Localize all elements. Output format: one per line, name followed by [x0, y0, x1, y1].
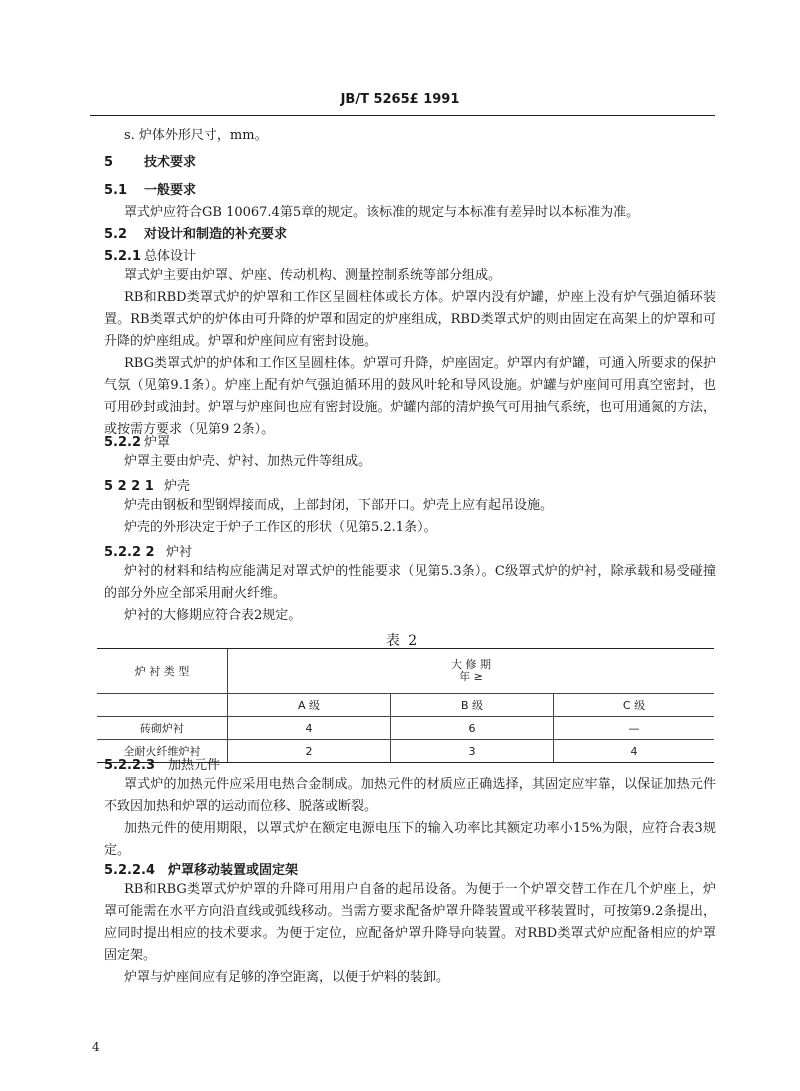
paragraph-5-2-1-b: RB和RBD类罩式炉的炉罩和工作区呈圆柱体或长方体。炉罩内没有炉罐，炉座上没有炉气强迫循环装置。RB类罩式炉的炉体由可升降的炉罩和固定的炉座组成，RBD类罩式炉的则由固定在高架上的炉罩和可升降的炉座组成。炉罩和炉座间应有密封设施。 — [104, 290, 716, 349]
section-5-1-text: 罩式炉应符合GB 10067.4第5章的规定。该标准的规定与本标准有差异时以本标准为准。 — [124, 205, 640, 220]
section-title: 对设计和制造的补充要求 — [144, 227, 288, 242]
section-title: 一般要求 — [144, 183, 197, 198]
paragraph-5-2-2-1-a: 炉壳由钢板和型钢焊接而成，上部封闭，下部开口。炉壳上应有起吊设施。 — [124, 498, 554, 513]
paragraph-5-2-2-1-b: 炉壳的外形决定于炉子工作区的形状（见第5.2.1条）。 — [124, 520, 437, 535]
table-2-title: 表 2 — [385, 633, 420, 649]
section-title: 炉罩移动装置或固定架 — [168, 863, 299, 878]
table-row — [97, 717, 714, 740]
section-title: 加热元件 — [168, 758, 221, 773]
section-5-2-2-heading — [104, 435, 170, 451]
section-5-2-2-2-heading — [104, 545, 192, 561]
table-cell: 4 — [228, 717, 391, 740]
section-5-2-2-4-heading — [104, 863, 298, 879]
table-2 — [97, 648, 714, 763]
section-title: 技术要求 — [144, 155, 197, 170]
paragraph-5-2-2-4-a: RB和RBG类罩式炉炉罩的升降可用用户自备的起吊设备。为便于一个炉罩交替工作在几个炉座上，炉罩可能需在水平方向沿直线或弧线移动。当需方要求配备炉罩升降装置或平移装置时，可按第9.2条提出，应同时提出相应的技术要求。为便于定位，应配备炉罩升降导向装置。对RBD类罩式炉应配备相应的炉罩固定架。 — [104, 882, 716, 963]
section-5-2-heading — [104, 227, 287, 243]
section-title: 炉衬 — [166, 545, 193, 560]
section-number: 5.2.2 — [104, 435, 142, 450]
table-grade-spacer — [97, 694, 228, 717]
paragraph-5-2-2-3-b: 加热元件的使用期限，以罩式炉在额定电源电压下的输入功率比其额定功率小15%为限，应符合表3规定。 — [104, 821, 716, 858]
table-cell: 6 — [390, 717, 553, 740]
paragraph-5-2-1-c: RBG类罩式炉的炉体和工作区呈圆柱体。炉罩可升降，炉座固定。炉罩内有炉罐，可通入所要求的保护气氛（见第9.1条）。炉座上配有炉气强迫循环用的鼓风叶轮和导风设施。炉罐与炉座间可用真空密封，也可用砂封或油封。炉罩与炉座间也应有密封设施。炉罐内部的清炉换气可用抽气系统，也可用通氮的方法，或按需方要求（见第9 2条）。 — [104, 356, 716, 437]
section-number: 5.2.2.3 — [104, 758, 155, 773]
paragraph-5-2-2: 炉罩主要由炉壳、炉衬、加热元件等组成。 — [124, 454, 372, 469]
paragraph-5-2-2-2-b: 炉衬的大修期应符合表2规定。 — [124, 608, 302, 623]
item-s: s. 炉体外形尺寸，mm。 — [124, 128, 268, 143]
section-number: 5 2 2 1 — [104, 479, 154, 494]
table-cell: 4 — [553, 740, 714, 763]
table-unit-header: 年 ≥ — [228, 671, 715, 694]
table-col-header: 炉 衬 类 型 — [97, 649, 228, 694]
table-row-label: 砖砌炉衬 — [97, 717, 228, 740]
table-cell: 2 — [228, 740, 391, 763]
section-number: 5.1 — [104, 183, 128, 198]
section-title: 总体设计 — [144, 249, 197, 264]
section-number: 5.2 — [104, 227, 128, 242]
section-number: 5 — [104, 155, 114, 170]
table-cell: 3 — [390, 740, 553, 763]
table-cell: — — [553, 717, 714, 740]
table-grade-b: B 级 — [390, 694, 553, 717]
section-number: 5.2.2.4 — [104, 863, 155, 878]
table-row-label: 全耐火纤维炉衬 — [97, 740, 228, 763]
header-rule — [90, 115, 715, 116]
table-grade-c: C 级 — [553, 694, 714, 717]
section-title: 炉壳 — [164, 479, 191, 494]
page-number: 4 — [92, 1040, 100, 1054]
section-5-2-1-heading — [104, 249, 196, 265]
section-5-2-2-1-heading — [104, 479, 190, 495]
section-number: 5.2.2 2 — [104, 545, 155, 560]
table-group-title: 大 修 期 — [451, 658, 491, 671]
table-group-header — [228, 649, 715, 672]
section-5-2-2-3-heading — [104, 758, 220, 774]
section-5-heading — [104, 155, 196, 171]
section-title: 炉罩 — [144, 435, 171, 450]
paragraph-5-2-2-3-a: 罩式炉的加热元件应采用电热合金制成。加热元件的材质应正确选择，其固定应牢靠，以保证加热元件不致因加热和炉罩的运动而位移、脱落或断裂。 — [104, 777, 716, 814]
paragraph-5-2-1-a: 罩式炉主要由炉罩、炉座、传动机构、测量控制系统等部分组成。 — [124, 268, 502, 283]
section-number: 5.2.1 — [104, 249, 142, 264]
paragraph-5-2-2-2-a: 炉衬的材料和结构应能满足对罩式炉的性能要求（见第5.3条）。C级罩式炉的炉衬，除承载和易受碰撞的部分外应全部采用耐火纤维。 — [104, 564, 716, 601]
standard-header: JB/T 5265£ 1991 — [340, 92, 460, 107]
table-grade-a: A 级 — [228, 694, 391, 717]
section-5-1-heading — [104, 183, 196, 199]
paragraph-5-2-2-4-b: 炉罩与炉座间应有足够的净空距离，以便于炉料的装卸。 — [124, 970, 450, 985]
